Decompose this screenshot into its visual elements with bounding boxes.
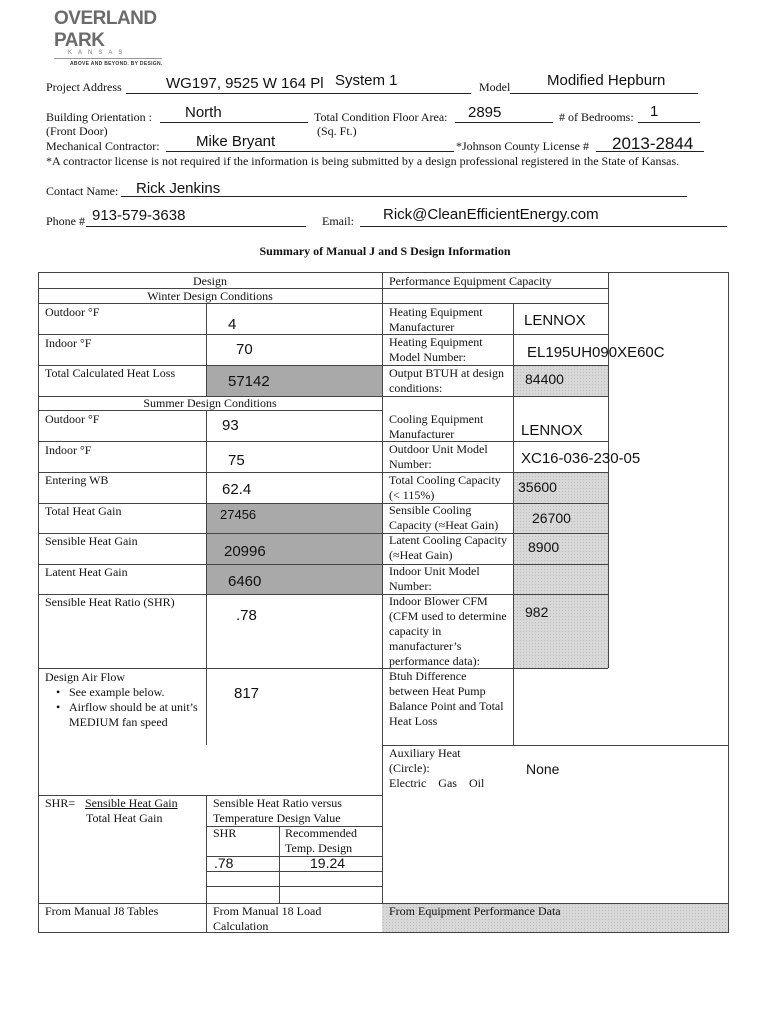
cool-mfr-value: LENNOX [521,422,583,439]
output-btuh-label: Output BTUH at design conditions: [389,366,504,395]
aux-label: Auxiliary Heat (Circle): [389,746,461,775]
system-value: System 1 [335,72,398,89]
logo-sub-text: KANSAS [68,50,129,56]
winter-indoor-label: Indoor °F [45,336,92,350]
orientation-value: North [185,104,222,121]
design-header: Design [193,274,227,288]
footer-manual-18: From Manual 18 Load Calculation [213,904,322,933]
heat-mfr-label: Heating Equipment Manufacturer [389,305,483,334]
model-value: Modified Hepburn [547,72,666,89]
entering-wb-value: 62.4 [222,481,252,498]
airflow-note-2: • Airflow should be at unit’s MEDIUM fan speed [39,700,205,730]
heat-model-value: EL195UH090XE60C [527,344,665,361]
heat-loss-label: Total Calculated Heat Loss [45,366,176,380]
cool-mfr-label: Cooling Equipment Manufacturer [389,412,484,441]
heat-mfr-value: LENNOX [524,312,586,329]
contractor-label: Mechanical Contractor: [46,139,160,153]
orientation-label: Building Orientation : [46,110,152,124]
phone-label: Phone # [46,214,85,228]
summer-header: Summer Design Conditions [143,396,277,410]
logo-tagline: ABOVE AND BEYOND. BY DESIGN. [70,61,163,67]
contact-value: Rick Jenkins [136,180,221,197]
model-label: Model [479,80,511,94]
shr-row-temp: 19.24 [310,855,346,871]
summer-indoor-value: 75 [228,452,245,469]
airflow-notes [39,685,205,730]
sensible-heat-gain-value: 20996 [224,543,266,560]
latent-cooling-label: Latent Cooling Capacity (≈Heat Gain) [389,533,507,562]
summer-outdoor-label: Outdoor °F [45,412,100,426]
bedrooms-line [638,108,700,123]
sqft-label: (Sq. Ft.) [317,124,357,138]
sensible-cooling-value: 26700 [532,510,571,526]
output-btuh-value: 84400 [525,371,564,387]
airflow-note-1: • See example below. [39,685,205,700]
phone-value: 913-579-3638 [92,207,186,224]
footer-equipment-data: From Equipment Performance Data [389,904,561,918]
total-heat-gain-label: Total Heat Gain [45,504,122,518]
outdoor-model-value: XC16-036-230-05 [521,450,641,467]
sensible-heat-gain-label: Sensible Heat Gain [45,534,138,548]
rec-temp-col-header: Recommended Temp. Design [285,826,357,855]
floor-area-value: 2895 [468,104,502,121]
total-cooling-label: Total Cooling Capacity (< 115%) [389,473,501,502]
latent-cooling-value: 8900 [528,539,560,555]
aux-value: None [526,761,560,777]
license-label: *Johnson County License # [456,139,589,153]
airflow-title: Design Air Flow [45,670,126,684]
bedrooms-label: # of Bedrooms: [559,110,634,124]
winter-header: Winter Design Conditions [147,289,273,303]
airflow-value: 817 [234,685,260,702]
shr-formula-denominator: Total Heat Gain [86,811,163,825]
orientation-line [160,108,308,123]
btuh-diff-label: Btuh Difference between Heat Pump Balance Point and Total Heat Loss [389,669,504,728]
airflow-label [45,670,205,730]
contact-label: Contact Name: [46,184,119,198]
license-value: 2013-2844 [612,134,694,153]
bedrooms-value: 1 [650,103,659,120]
project-address-label: Project Address [46,80,122,94]
indoor-model-label: Indoor Unit Model Number: [389,564,480,593]
heat-loss-value: 57142 [228,373,270,390]
summer-outdoor-value: 93 [222,417,239,434]
shr-value: .78 [236,607,257,624]
total-cooling-value: 35600 [518,479,557,495]
sensible-cooling-label: Sensible Cooling Capacity (≈Heat Gain) [389,503,499,532]
outdoor-model-label: Outdoor Unit Model Number: [389,442,488,471]
floor-area-label: Total Condition Floor Area: [314,110,448,124]
footer-manual-j8: From Manual J8 Tables [45,904,159,918]
summary-title: Summary of Manual J and S Design Information [259,244,511,258]
winter-indoor-value: 70 [236,341,253,358]
shr-col-header: SHR [213,826,237,840]
latent-heat-gain-value: 6460 [228,573,262,590]
shr-formula-label: SHR= [45,796,76,810]
winter-outdoor-label: Outdoor °F [45,305,100,319]
logo-rule [54,58,162,59]
entering-wb-label: Entering WB [45,473,109,487]
shr-formula-numerator: Sensible Heat Gain [85,796,178,810]
contractor-value: Mike Bryant [196,133,276,150]
latent-heat-gain-label: Latent Heat Gain [45,565,128,579]
aux-options: Electric Gas Oil [389,776,485,790]
overland-park-logo [54,8,166,67]
heat-model-label: Heating Equipment Model Number: [389,335,483,364]
blower-label: Indoor Blower CFM (CFM used to determine capacity in manufacturer’s performance data): [389,594,507,668]
perf-header: Performance Equipment Capacity [389,274,552,288]
shr-row-shr: .78 [214,855,234,871]
email-value: Rick@CleanEfficientEnergy.com [383,206,599,223]
winter-outdoor-value: 4 [228,316,237,333]
logo-main-text: OVERLAND PARK [54,8,157,51]
license-note: *A contractor license is not required if the information is being submitted by a design professional registered in the State of Kansas. [46,154,680,168]
shr-label: Sensible Heat Ratio (SHR) [45,595,175,609]
blower-value: 982 [525,604,549,620]
total-heat-gain-value: 27456 [220,507,257,522]
shr-vs-temp-title: Sensible Heat Ratio versus Temperature Design Value [213,796,342,825]
summer-indoor-label: Indoor °F [45,443,92,457]
front-door-label: (Front Door) [46,124,108,138]
project-address-value: WG197, 9525 W 164 Pl [166,75,324,92]
email-label: Email: [322,214,354,228]
